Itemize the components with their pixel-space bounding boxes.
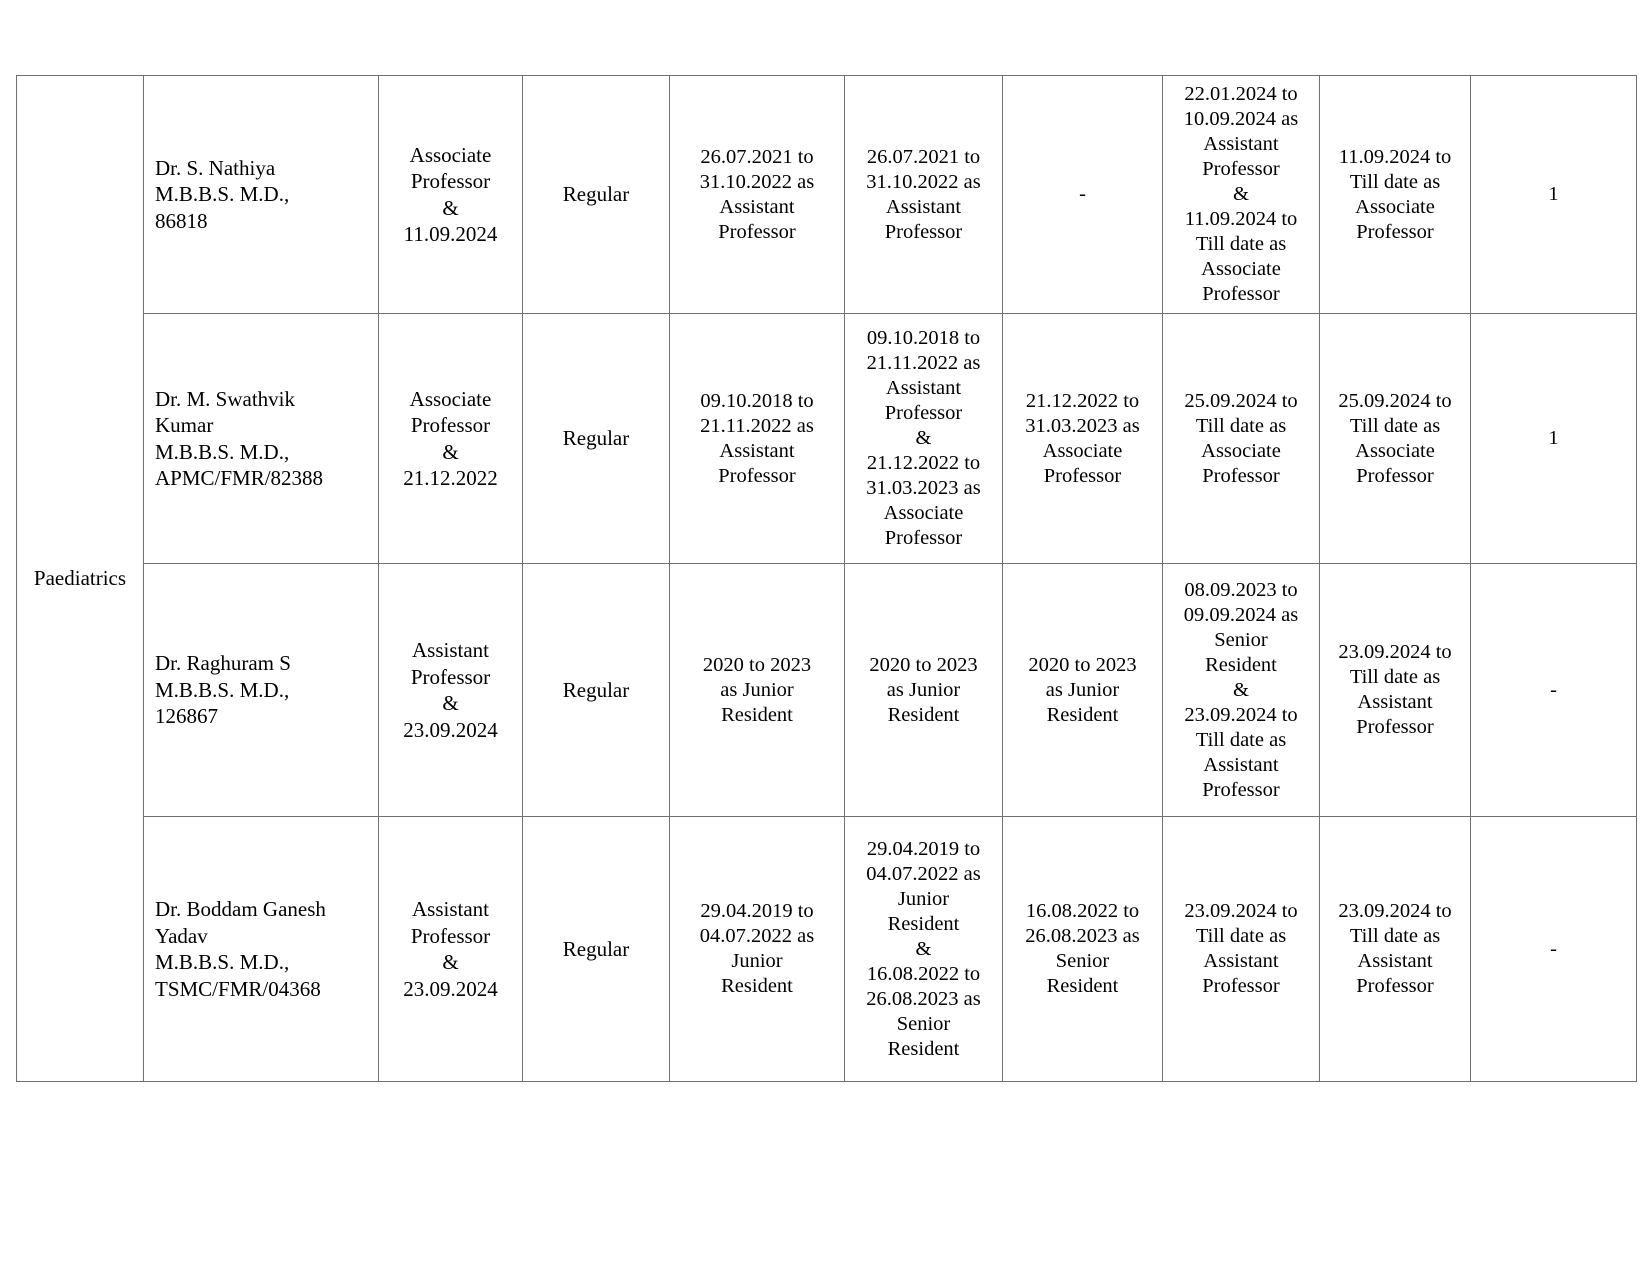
experience-cell-2: 26.07.2021 to 31.10.2022 as Assistant Professor [845, 76, 1003, 314]
experience-cell-5: 25.09.2024 to Till date as Associate Professor [1320, 314, 1471, 564]
department-cell: Paediatrics [17, 76, 144, 1082]
count-cell: 1 [1471, 76, 1637, 314]
experience-cell-4: 23.09.2024 to Till date as Assistant Professor [1163, 817, 1320, 1082]
designation-cell: Associate Professor & 21.12.2022 [379, 314, 523, 564]
faculty-name-cell: Dr. Raghuram S M.B.B.S. M.D., 126867 [144, 564, 379, 817]
experience-cell-1: 26.07.2021 to 31.10.2022 as Assistant Professor [670, 76, 845, 314]
faculty-name-cell: Dr. Boddam Ganesh Yadav M.B.B.S. M.D., TSMC/FMR/04368 [144, 817, 379, 1082]
experience-cell-1: 09.10.2018 to 21.11.2022 as Assistant Professor [670, 314, 845, 564]
experience-cell-3: 21.12.2022 to 31.03.2023 as Associate Professor [1003, 314, 1163, 564]
table-row [17, 314, 1637, 564]
table-row [17, 76, 1637, 314]
faculty-name-cell: Dr. S. Nathiya M.B.B.S. M.D., 86818 [144, 76, 379, 314]
experience-cell-4: 22.01.2024 to 10.09.2024 as Assistant Professor & 11.09.2024 to Till date as Associate Professor [1163, 76, 1320, 314]
experience-cell-3: - [1003, 76, 1163, 314]
experience-cell-4: 08.09.2023 to 09.09.2024 as Senior Resident & 23.09.2024 to Till date as Assistant Professor [1163, 564, 1320, 817]
experience-cell-1: 2020 to 2023 as Junior Resident [670, 564, 845, 817]
designation-cell: Assistant Professor & 23.09.2024 [379, 817, 523, 1082]
appointment-nature-cell: Regular [523, 817, 670, 1082]
appointment-nature-cell: Regular [523, 76, 670, 314]
table-row [17, 817, 1637, 1082]
experience-cell-5: 23.09.2024 to Till date as Assistant Professor [1320, 817, 1471, 1082]
count-cell: - [1471, 817, 1637, 1082]
experience-cell-3: 16.08.2022 to 26.08.2023 as Senior Resident [1003, 817, 1163, 1082]
faculty-name-cell: Dr. M. Swathvik Kumar M.B.B.S. M.D., APMC/FMR/82388 [144, 314, 379, 564]
appointment-nature-cell: Regular [523, 564, 670, 817]
experience-cell-2: 2020 to 2023 as Junior Resident [845, 564, 1003, 817]
faculty-table [16, 75, 1637, 1082]
experience-cell-5: 11.09.2024 to Till date as Associate Professor [1320, 76, 1471, 314]
designation-cell: Associate Professor & 11.09.2024 [379, 76, 523, 314]
experience-cell-2: 09.10.2018 to 21.11.2022 as Assistant Professor & 21.12.2022 to 31.03.2023 as Associate Professor [845, 314, 1003, 564]
count-cell: - [1471, 564, 1637, 817]
experience-cell-1: 29.04.2019 to 04.07.2022 as Junior Resident [670, 817, 845, 1082]
experience-cell-5: 23.09.2024 to Till date as Assistant Professor [1320, 564, 1471, 817]
count-cell: 1 [1471, 314, 1637, 564]
table-row [17, 564, 1637, 817]
designation-cell: Assistant Professor & 23.09.2024 [379, 564, 523, 817]
appointment-nature-cell: Regular [523, 314, 670, 564]
experience-cell-3: 2020 to 2023 as Junior Resident [1003, 564, 1163, 817]
experience-cell-4: 25.09.2024 to Till date as Associate Professor [1163, 314, 1320, 564]
experience-cell-2: 29.04.2019 to 04.07.2022 as Junior Resident & 16.08.2022 to 26.08.2023 as Senior Resident [845, 817, 1003, 1082]
